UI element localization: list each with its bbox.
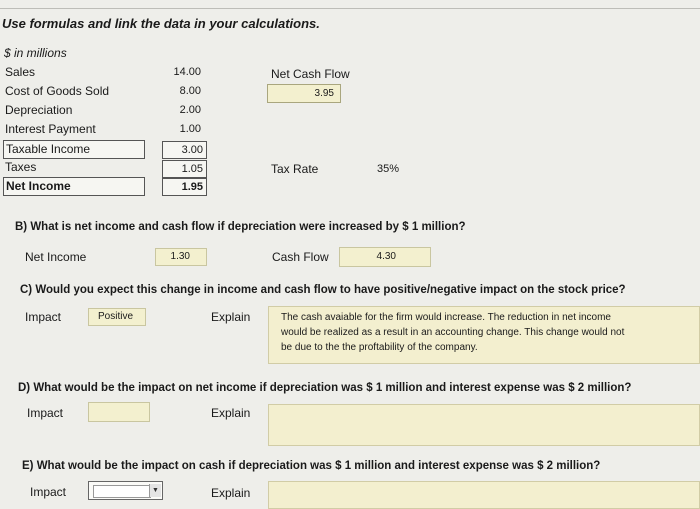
cell-taxes[interactable]: 1.05	[162, 160, 207, 178]
cell-cogs[interactable]: 8.00	[179, 85, 201, 97]
row-label-taxes: Taxes	[5, 160, 37, 174]
row-label-taxable-income: Taxable Income	[3, 140, 145, 159]
c-explain-box[interactable]	[268, 306, 700, 364]
cell-depreciation[interactable]: 2.00	[179, 104, 201, 116]
question-d-text: D) What would be the impact on net income if depreciation was $ 1 million and interest expense was $ 2 million?	[18, 382, 632, 394]
c-impact-label: Impact	[25, 310, 62, 324]
top-border	[0, 8, 700, 9]
b-cash-flow-label: Cash Flow	[272, 250, 329, 264]
b-net-income-label: Net Income	[25, 250, 87, 264]
question-b-text: B) What is net income and cash flow if depreciation were increased by $ 1 million?	[15, 221, 466, 233]
e-impact-label: Impact	[30, 485, 67, 499]
d-impact-cell[interactable]	[88, 402, 150, 422]
net-cash-flow-cell[interactable]: 3.95	[267, 84, 341, 103]
cell-sales[interactable]: 14.00	[173, 66, 201, 78]
b-net-income-cell[interactable]: 1.30	[155, 248, 207, 266]
d-impact-label: Impact	[27, 406, 64, 420]
b-cash-flow-cell[interactable]: 4.30	[339, 247, 431, 267]
units-label: $ in millions	[4, 46, 67, 60]
row-label-depreciation: Depreciation	[5, 103, 73, 117]
row-label-net-income: Net Income	[3, 177, 145, 196]
e-explain-box[interactable]	[268, 481, 700, 509]
row-label-cogs: Cost of Goods Sold	[5, 84, 110, 98]
c-explain-line-1: The cash avaiable for the firm would increase. The reduction in net income	[281, 312, 611, 323]
tax-rate-value[interactable]: 35%	[377, 163, 400, 175]
cell-net-income[interactable]: 1.95	[162, 178, 207, 196]
e-explain-label: Explain	[211, 486, 251, 500]
d-explain-label: Explain	[211, 406, 251, 420]
c-explain-line-3: be due to the the proftability of the company.	[281, 342, 478, 353]
instruction-text: Use formulas and link the data in your calculations.	[2, 16, 320, 31]
c-impact-cell[interactable]: Positive	[88, 308, 146, 326]
d-explain-box[interactable]	[268, 404, 700, 446]
row-label-interest: Interest Payment	[5, 122, 96, 136]
tax-rate-label: Tax Rate	[271, 162, 319, 176]
cell-interest[interactable]: 1.00	[179, 123, 201, 135]
e-impact-dropdown-field	[93, 485, 151, 498]
question-e-text: E) What would be the impact on cash if depreciation was $ 1 million and interest expense was $ 2 million?	[22, 460, 601, 472]
c-explain-label: Explain	[211, 310, 251, 324]
chevron-down-icon[interactable]: ▼	[149, 484, 161, 497]
row-label-sales: Sales	[5, 65, 36, 79]
net-cash-flow-label: Net Cash Flow	[271, 67, 350, 81]
c-explain-line-2: would be realized as a result in an accounting change. This change would not	[281, 327, 625, 338]
cell-taxable-income[interactable]: 3.00	[162, 141, 207, 159]
question-c-text: C) Would you expect this change in income and cash flow to have positive/negative impact on the stock price?	[20, 284, 626, 296]
e-impact-dropdown[interactable]	[88, 481, 163, 500]
